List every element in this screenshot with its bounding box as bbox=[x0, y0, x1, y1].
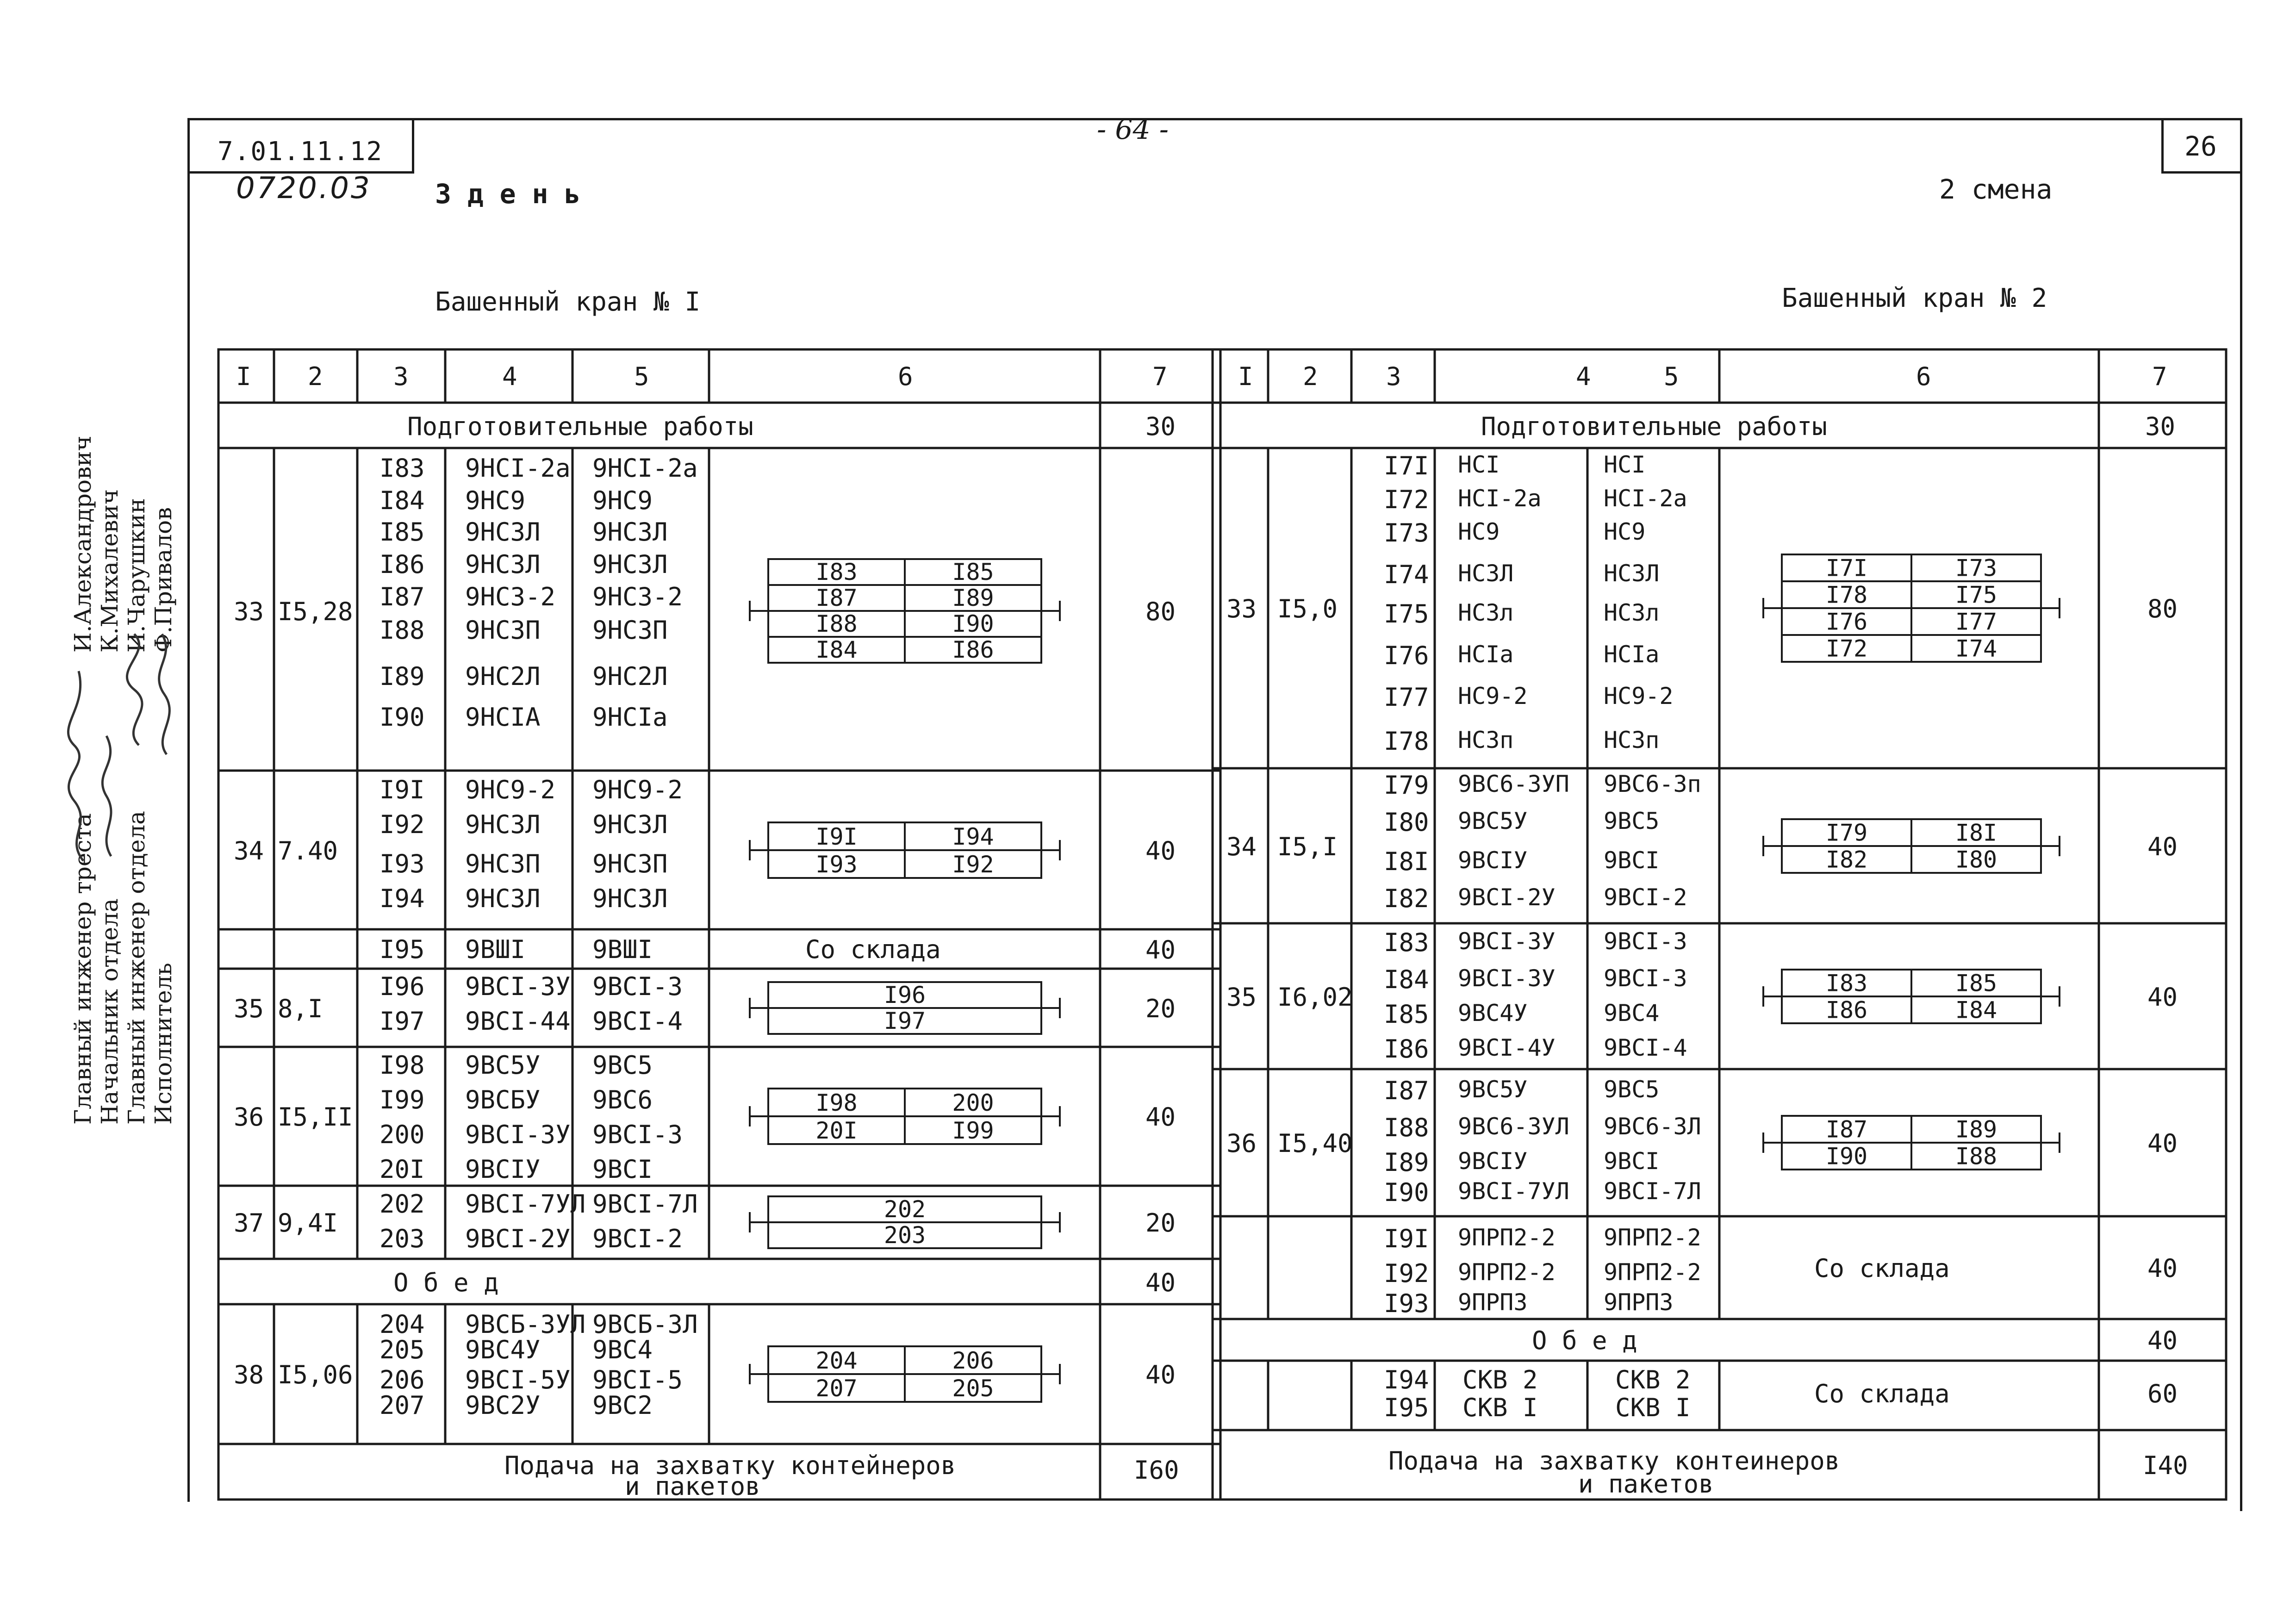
c1-element-mark: 9НС3Л bbox=[465, 550, 541, 579]
c1-element-mark: 9НС3Л bbox=[465, 884, 541, 913]
c1-col-6: 6 bbox=[898, 362, 913, 391]
diagram-label: I85 bbox=[1955, 969, 1997, 996]
diagram-label: I8I bbox=[1955, 819, 1997, 846]
c1-group-number: 34 bbox=[234, 836, 264, 865]
diagram-label: I89 bbox=[1955, 1116, 1997, 1143]
c2-element-mark: 9ВСI-4У bbox=[1458, 1034, 1556, 1061]
c2-element-mark-alt: НСIа bbox=[1604, 641, 1660, 668]
c1-element-id: I96 bbox=[380, 972, 425, 1001]
c2-element-mark: 9ВСI-3У bbox=[1458, 928, 1556, 955]
c2-group-time: 40 bbox=[2147, 982, 2178, 1012]
c1-element-mark: 9ВСI-5У bbox=[465, 1365, 571, 1394]
c1-group-time: 20 bbox=[1145, 994, 1176, 1023]
c2-element-mark-alt: НСI-2а bbox=[1604, 485, 1687, 512]
c1-element-id: I88 bbox=[380, 616, 425, 645]
c1-col-7: 7 bbox=[1152, 362, 1168, 391]
diagram-label: I7I bbox=[1825, 554, 1868, 582]
c1-element-mark-alt: 9НС9-2 bbox=[592, 775, 683, 804]
c2-col-7: 7 bbox=[2152, 362, 2167, 391]
c1-element-id: I83 bbox=[380, 454, 425, 483]
c1-element-mark-alt: 9НСIа bbox=[592, 703, 668, 732]
c2-group-time: 80 bbox=[2147, 594, 2178, 623]
c2-element-mark-alt: НС3Л bbox=[1604, 560, 1660, 587]
c2-after-c4-2: СКВ I bbox=[1462, 1393, 1538, 1422]
c1-group-volume: I5,28 bbox=[278, 597, 353, 626]
c2-element-mark: 9ВС6-3УЛ bbox=[1458, 1113, 1569, 1140]
c1-group-volume: 7.40 bbox=[278, 836, 338, 865]
c2-element-id: I90 bbox=[1384, 1178, 1429, 1207]
c2-element-mark-alt: НСI bbox=[1604, 451, 1646, 478]
c2-element-mark: НС3Л bbox=[1458, 560, 1514, 587]
c2-group-time: 40 bbox=[2147, 1254, 2178, 1283]
c1-element-mark: 9ВСI-2У bbox=[465, 1224, 571, 1253]
c1-group-number: 33 bbox=[234, 597, 264, 626]
c2-element-mark-alt: 9ПРП2-2 bbox=[1604, 1259, 1701, 1286]
diagram-label: 20I bbox=[815, 1117, 858, 1144]
c2-element-mark: НС3л bbox=[1458, 599, 1514, 626]
c1-element-id: I99 bbox=[380, 1085, 425, 1114]
c2-group-time: 40 bbox=[2147, 1129, 2178, 1158]
crane1-title: Башенный кран № I bbox=[435, 287, 701, 317]
c2-element-id: I83 bbox=[1384, 928, 1429, 957]
c2-element-id: I74 bbox=[1384, 560, 1429, 589]
crane2-title: Башенный кран № 2 bbox=[1782, 283, 2047, 313]
c1-element-mark-alt: 9НС3Л bbox=[592, 517, 668, 547]
diagram-label: I79 bbox=[1825, 819, 1868, 846]
c2-group-number: 35 bbox=[1226, 982, 1257, 1012]
c2-supply-label2: и пакетов bbox=[1578, 1469, 1714, 1499]
c1-element-mark: 9ВС4У bbox=[465, 1335, 541, 1364]
c1-group-time: 40 bbox=[1145, 836, 1176, 865]
diagram-label: I88 bbox=[815, 610, 858, 637]
c2-after-c5-2: СКВ I bbox=[1615, 1393, 1691, 1422]
approval-line-3: Главный инженер отдела bbox=[123, 811, 150, 1125]
diagram-label: I99 bbox=[952, 1117, 994, 1144]
diagram-label: I84 bbox=[815, 636, 858, 663]
c2-element-mark-alt: 9ВС5 bbox=[1604, 808, 1660, 834]
diagram-label: I78 bbox=[1825, 581, 1868, 609]
c1-group-number: 35 bbox=[234, 994, 264, 1023]
c2-element-mark: 9ПРП3 bbox=[1458, 1289, 1528, 1316]
diagram-label: I90 bbox=[1825, 1143, 1868, 1170]
c1-element-id: I95 bbox=[380, 935, 425, 964]
c2-element-mark-alt: 9ВСI-4 bbox=[1604, 1034, 1687, 1061]
diagram-label: I82 bbox=[1825, 846, 1868, 873]
c2-group-number: 33 bbox=[1226, 594, 1257, 623]
doc-code: 7.01.11.12 bbox=[218, 137, 383, 167]
c2-prep-value: 30 bbox=[2145, 412, 2176, 441]
approval-line-2: Начальник отдела bbox=[96, 898, 123, 1125]
c2-element-mark-alt: 9ВСI-7Л bbox=[1604, 1178, 1701, 1205]
diagram-label: I76 bbox=[1825, 608, 1868, 635]
c2-element-mark-alt: 9ВСI-3 bbox=[1604, 928, 1687, 955]
diagram-label: I86 bbox=[952, 636, 994, 663]
c2-element-mark-alt: 9ВС6-3п bbox=[1604, 771, 1701, 797]
c2-element-id: I92 bbox=[1384, 1259, 1429, 1288]
c1-element-mark: 9НСI-2а bbox=[465, 454, 571, 483]
c2-element-id: I75 bbox=[1384, 599, 1429, 628]
c2-element-id: I80 bbox=[1384, 808, 1429, 837]
c1-element-mark: 9ВС2У bbox=[465, 1391, 541, 1420]
c1-element-id: I89 bbox=[380, 662, 425, 691]
c2-element-mark-alt: 9ВС4 bbox=[1604, 1000, 1660, 1027]
diagram-label: I9I bbox=[815, 823, 858, 850]
c2-group-volume: I5,40 bbox=[1277, 1129, 1353, 1158]
c1-element-mark-alt: 9НС3-2 bbox=[592, 582, 683, 611]
c2-element-mark: 9ВС6-3УП bbox=[1458, 771, 1569, 797]
c2-element-mark-alt: НС9 bbox=[1604, 518, 1646, 545]
c2-element-mark: 9ВСI-2У bbox=[1458, 884, 1556, 911]
c2-element-mark-alt: 9ВСI bbox=[1604, 847, 1660, 874]
c1-element-mark-alt: 9НС3П bbox=[592, 849, 668, 878]
c2-element-id: I79 bbox=[1384, 771, 1429, 800]
c2-element-mark: 9ВСIУ bbox=[1458, 1148, 1528, 1175]
approval-line-4: Исполнитель bbox=[150, 963, 177, 1125]
c2-element-id: I89 bbox=[1384, 1148, 1429, 1177]
c1-supply-label: Подача на захватку контейнеров bbox=[504, 1451, 956, 1480]
c1-element-mark: 9НС3П bbox=[465, 849, 541, 878]
c2-element-mark: НСI bbox=[1458, 451, 1500, 478]
c1-element-id: 202 bbox=[380, 1189, 425, 1219]
c1-element-mark-alt: 9ВСI-7Л bbox=[592, 1189, 698, 1219]
c1-group-volume: I5,06 bbox=[278, 1360, 353, 1389]
diagram-label: 207 bbox=[815, 1375, 858, 1402]
c2-group-number: 34 bbox=[1226, 832, 1257, 861]
c2-supply-label: Подача на захватку контеинеров bbox=[1388, 1446, 1840, 1475]
c2-element-id: I82 bbox=[1384, 884, 1429, 913]
c2-placement-diagram bbox=[1754, 815, 2069, 877]
c2-element-id: I8I bbox=[1384, 847, 1429, 876]
c2-element-id: I76 bbox=[1384, 641, 1429, 670]
diagram-label: I89 bbox=[952, 584, 994, 611]
c1-element-mark-alt: 9ВС4 bbox=[592, 1335, 653, 1364]
c1-col-5: 5 bbox=[634, 362, 649, 391]
c2-group-number: 36 bbox=[1226, 1129, 1257, 1158]
c1-group-number: 38 bbox=[234, 1360, 264, 1389]
c1-group-volume: I5,II bbox=[278, 1102, 353, 1132]
c1-group-number: 37 bbox=[234, 1208, 264, 1238]
c2-element-mark: НСIа bbox=[1458, 641, 1514, 668]
c2-group-note: Со склада bbox=[1814, 1254, 1950, 1283]
c1-element-mark-alt: 9НС3Л bbox=[592, 550, 668, 579]
c2-prep-label: Подготовительные работы bbox=[1481, 412, 1827, 441]
c1-element-id: I90 bbox=[380, 703, 425, 732]
c1-group-time: 40 bbox=[1145, 935, 1176, 964]
c1-group-number: 36 bbox=[234, 1102, 264, 1132]
diagram-label: I94 bbox=[952, 823, 994, 850]
c1-element-mark: 9НС3Л bbox=[465, 517, 541, 547]
c2-element-id: I9I bbox=[1384, 1224, 1429, 1253]
c2-element-mark-alt: 9ВС6-3Л bbox=[1604, 1113, 1701, 1140]
c2-col-4: 4 bbox=[1576, 362, 1591, 391]
c1-element-id: I9I bbox=[380, 775, 425, 804]
c1-group-time: 20 bbox=[1145, 1208, 1176, 1238]
c2-lunch-value: 40 bbox=[2147, 1326, 2178, 1355]
c1-element-id: 20I bbox=[380, 1155, 425, 1184]
c2-after-id-1: I94 bbox=[1384, 1365, 1429, 1394]
c2-element-mark: 9ВС4У bbox=[1458, 1000, 1528, 1027]
c1-element-mark: 9ВСI-7УЛ bbox=[465, 1189, 586, 1219]
c1-element-id: I93 bbox=[380, 849, 425, 878]
diagram-label: I72 bbox=[1825, 635, 1868, 662]
c1-element-id: I86 bbox=[380, 550, 425, 579]
c2-element-id: I7I bbox=[1384, 451, 1429, 480]
c1-element-id: 206 bbox=[380, 1365, 425, 1394]
c1-element-mark-alt: 9ВСI-3 bbox=[592, 1120, 683, 1149]
c1-group-note: Со склада bbox=[805, 935, 941, 964]
doc-code-handwritten: 0720.03 bbox=[236, 171, 372, 205]
c1-element-mark-alt: 9НСI-2а bbox=[592, 454, 698, 483]
approval-name-2: К.Михалевич bbox=[96, 489, 123, 653]
c1-group-volume: 9,4I bbox=[278, 1208, 338, 1238]
day-label: 3 д е н ь bbox=[435, 178, 581, 210]
c2-element-mark-alt: НС3п bbox=[1604, 727, 1660, 753]
c2-element-id: I87 bbox=[1384, 1076, 1429, 1105]
c1-element-id: I94 bbox=[380, 884, 425, 913]
diagram-label: I93 bbox=[815, 851, 858, 878]
diagram-label: I85 bbox=[952, 558, 994, 585]
diagram-label: I86 bbox=[1825, 996, 1868, 1023]
c1-element-mark: 9ВСБУ bbox=[465, 1085, 541, 1114]
c2-element-mark-alt: 9ВСI-3 bbox=[1604, 965, 1687, 992]
c2-supply-value: I40 bbox=[2143, 1451, 2188, 1480]
page-mark: - 64 - bbox=[1097, 113, 1169, 146]
c1-element-id: 200 bbox=[380, 1120, 425, 1149]
c2-element-mark: 9ПРП2-2 bbox=[1458, 1224, 1556, 1251]
c2-element-id: I85 bbox=[1384, 1000, 1429, 1029]
c2-group-volume: I6,02 bbox=[1277, 982, 1353, 1012]
c1-element-mark: 9ВСI-3У bbox=[465, 1120, 571, 1149]
c2-after-note: Со склада bbox=[1814, 1379, 1950, 1408]
c1-supply-label2: и пакетов bbox=[625, 1472, 760, 1501]
diagram-label: I73 bbox=[1955, 554, 1997, 582]
c1-element-mark: 9ВС5У bbox=[465, 1051, 541, 1080]
diagram-label: 202 bbox=[884, 1195, 926, 1223]
c1-group-time: 40 bbox=[1145, 1102, 1176, 1132]
c2-element-mark: НС9 bbox=[1458, 518, 1500, 545]
diagram-label: I92 bbox=[952, 851, 994, 878]
c1-element-id: 204 bbox=[380, 1310, 425, 1339]
diagram-label: 204 bbox=[815, 1347, 858, 1374]
c1-element-mark-alt: 9ВС5 bbox=[592, 1051, 653, 1080]
diagram-label: I87 bbox=[1825, 1116, 1868, 1143]
c2-element-mark-alt: 9ПРП3 bbox=[1604, 1289, 1674, 1316]
c1-element-mark-alt: 9ВСI-4 bbox=[592, 1007, 683, 1036]
diagram-label: 203 bbox=[884, 1221, 926, 1249]
c1-element-mark-alt: 9НС9 bbox=[592, 486, 653, 515]
c1-element-id: I84 bbox=[380, 486, 425, 515]
c2-element-id: I86 bbox=[1384, 1034, 1429, 1064]
page-number: 26 bbox=[2184, 131, 2217, 162]
c1-element-mark: 9ВСI-3У bbox=[465, 972, 571, 1001]
c2-lunch: О б е д bbox=[1532, 1326, 1637, 1355]
c1-element-id: 207 bbox=[380, 1391, 425, 1420]
c2-element-mark: 9ВСI-3У bbox=[1458, 965, 1556, 992]
c2-placement-diagram bbox=[1754, 1111, 2069, 1174]
c2-element-mark-alt: 9ВСI-2 bbox=[1604, 884, 1687, 911]
c2-element-mark: НС3п bbox=[1458, 727, 1514, 753]
c1-element-id: I85 bbox=[380, 517, 425, 547]
c1-group-volume: 8,I bbox=[278, 994, 323, 1023]
c2-element-id: I77 bbox=[1384, 683, 1429, 712]
c1-element-mark: 9НС9 bbox=[465, 486, 526, 515]
c1-element-mark: 9ВСIУ bbox=[465, 1155, 541, 1184]
c1-element-id: 203 bbox=[380, 1224, 425, 1253]
c1-element-id: I98 bbox=[380, 1051, 425, 1080]
diagram-label: I84 bbox=[1955, 996, 1997, 1023]
c2-element-id: I78 bbox=[1384, 727, 1429, 756]
c1-element-mark-alt: 9ВСБ-3Л bbox=[592, 1310, 698, 1339]
c2-placement-diagram bbox=[1754, 965, 2069, 1028]
diagram-label: I96 bbox=[884, 981, 926, 1008]
c2-element-mark: 9ВС5У bbox=[1458, 808, 1528, 834]
c1-element-mark: 9ВШI bbox=[465, 935, 526, 964]
diagram-label: I87 bbox=[815, 584, 858, 611]
c1-element-mark-alt: 9ВСI-5 bbox=[592, 1365, 683, 1394]
c1-element-mark: 9ВСI-44 bbox=[465, 1007, 571, 1036]
c1-element-mark-alt: 9ВС6 bbox=[592, 1085, 653, 1114]
c1-element-mark: 9ВСБ-3УЛ bbox=[465, 1310, 586, 1339]
approval-name-1: И.Александрович bbox=[69, 436, 96, 653]
c2-group-volume: I5,I bbox=[1277, 832, 1338, 861]
c1-element-mark: 9НСIА bbox=[465, 703, 541, 732]
c2-element-mark-alt: НС9-2 bbox=[1604, 683, 1674, 709]
c2-element-mark: НС9-2 bbox=[1458, 683, 1528, 709]
c2-element-id: I93 bbox=[1384, 1289, 1429, 1318]
c2-after-value: 60 bbox=[2147, 1379, 2178, 1408]
c1-element-mark-alt: 9НС3Л bbox=[592, 884, 668, 913]
diagram-label: I88 bbox=[1955, 1143, 1997, 1170]
c2-group-volume: I5,0 bbox=[1277, 594, 1338, 623]
c2-col-6: 6 bbox=[1916, 362, 1931, 391]
c1-prep-label: Подготовительные работы bbox=[407, 412, 753, 441]
c1-element-mark: 9НС9-2 bbox=[465, 775, 556, 804]
c2-col-1: I bbox=[1238, 362, 1253, 391]
diagram-label: I74 bbox=[1955, 635, 1997, 662]
c2-after-id-2: I95 bbox=[1384, 1393, 1429, 1422]
c2-element-id: I73 bbox=[1384, 518, 1429, 548]
c2-col-5: 5 bbox=[1664, 362, 1679, 391]
c2-after-c4-1: СКВ 2 bbox=[1462, 1365, 1538, 1394]
c1-col-3: 3 bbox=[393, 362, 409, 391]
c1-lunch: О б е д bbox=[393, 1268, 499, 1297]
c2-element-mark: 9ВС5У bbox=[1458, 1076, 1528, 1103]
diagram-label: 206 bbox=[952, 1347, 994, 1374]
c1-element-mark-alt: 9НС2Л bbox=[592, 662, 668, 691]
c2-placement-diagram bbox=[1754, 550, 2069, 666]
c2-element-mark-alt: 9ВСI bbox=[1604, 1148, 1660, 1175]
c1-element-mark-alt: 9ВСI-3 bbox=[592, 972, 683, 1001]
c1-element-mark: 9НС3-2 bbox=[465, 582, 556, 611]
c1-element-mark-alt: 9ВСI bbox=[592, 1155, 653, 1184]
c2-element-mark-alt: 9ПРП2-2 bbox=[1604, 1224, 1701, 1251]
diagram-label: 200 bbox=[952, 1089, 994, 1116]
c1-col-2: 2 bbox=[308, 362, 323, 391]
approval-line-1: Главный инженер треста bbox=[69, 813, 96, 1125]
diagram-label: I97 bbox=[884, 1007, 926, 1034]
c1-element-mark: 9НС2Л bbox=[465, 662, 541, 691]
c2-element-mark-alt: НС3л bbox=[1604, 599, 1660, 626]
c1-group-time: 40 bbox=[1145, 1360, 1176, 1389]
c1-element-mark-alt: 9ВС2 bbox=[592, 1391, 653, 1420]
c1-supply-value: I60 bbox=[1134, 1456, 1179, 1485]
approval-name-3: И.Чарушкин bbox=[123, 498, 150, 653]
c1-element-id: I97 bbox=[380, 1007, 425, 1036]
c2-after-c5-1: СКВ 2 bbox=[1615, 1365, 1691, 1394]
diagram-label: I80 bbox=[1955, 846, 1997, 873]
c2-element-mark-alt: 9ВС5 bbox=[1604, 1076, 1660, 1103]
c1-lunch-value: 40 bbox=[1145, 1268, 1176, 1297]
c1-element-mark-alt: 9НС3Л bbox=[592, 810, 668, 839]
c1-element-mark-alt: 9ВСI-2 bbox=[592, 1224, 683, 1253]
c2-element-mark: 9ПРП2-2 bbox=[1458, 1259, 1556, 1286]
c2-element-mark: НСI-2а bbox=[1458, 485, 1542, 512]
c2-col-2: 2 bbox=[1303, 362, 1318, 391]
c2-element-mark: 9ВСI-7УЛ bbox=[1458, 1178, 1569, 1205]
c1-prep-value: 30 bbox=[1145, 412, 1176, 441]
c1-element-mark: 9НС3П bbox=[465, 616, 541, 645]
approval-name-4: Ф.Привалов bbox=[150, 507, 177, 653]
diagram-label: I90 bbox=[952, 610, 994, 637]
c1-element-mark: 9НС3Л bbox=[465, 810, 541, 839]
diagram-label: I75 bbox=[1955, 581, 1997, 609]
c2-element-id: I72 bbox=[1384, 485, 1429, 514]
c1-element-mark-alt: 9НС3П bbox=[592, 616, 668, 645]
c1-col-4: 4 bbox=[502, 362, 517, 391]
shift-label: 2 смена bbox=[1939, 174, 2053, 205]
c2-element-id: I88 bbox=[1384, 1113, 1429, 1142]
c1-element-id: I92 bbox=[380, 810, 425, 839]
diagram-label: I83 bbox=[1825, 969, 1868, 996]
diagram-label: 205 bbox=[952, 1375, 994, 1402]
c2-element-mark: 9ВСIУ bbox=[1458, 847, 1528, 874]
diagram-label: I98 bbox=[815, 1089, 858, 1116]
c1-element-id: 205 bbox=[380, 1335, 425, 1364]
c1-group-time: 80 bbox=[1145, 597, 1176, 626]
c2-element-id: I84 bbox=[1384, 965, 1429, 994]
c1-element-mark-alt: 9ВШI bbox=[592, 935, 653, 964]
c1-col-1: I bbox=[236, 362, 251, 391]
c1-element-id: I87 bbox=[380, 582, 425, 611]
diagram-label: I77 bbox=[1955, 608, 1997, 635]
c2-col-3: 3 bbox=[1386, 362, 1401, 391]
c2-group-time: 40 bbox=[2147, 832, 2178, 861]
diagram-label: I83 bbox=[815, 558, 858, 585]
